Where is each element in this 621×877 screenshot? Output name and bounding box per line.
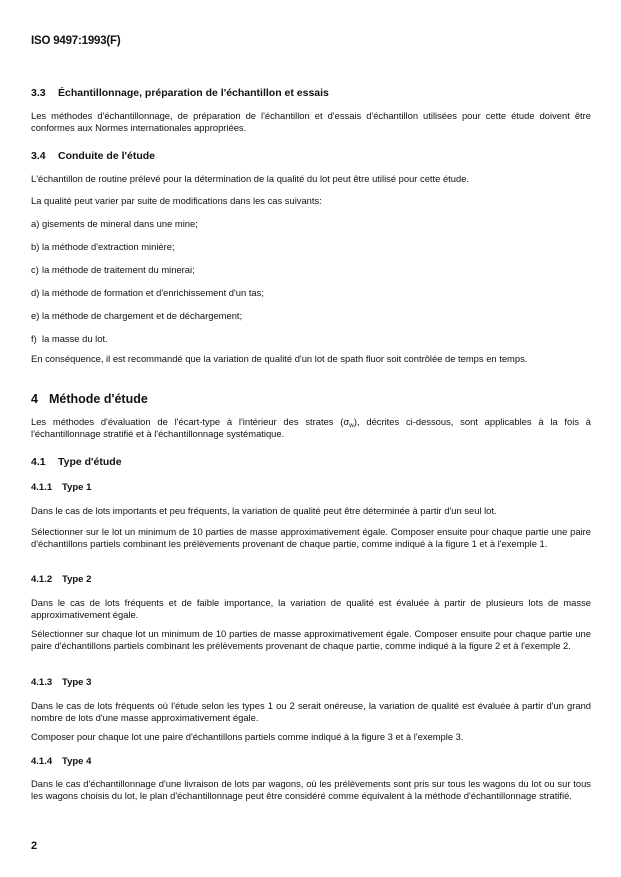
sigma-symbol: σ <box>343 416 350 427</box>
sigma-subscript: w <box>349 422 354 429</box>
paragraph-3-3: Les méthodes d'échantillonnage, de préparation de l'échantillon et d'essais d'échantillon utilisées pour cette étude doivent être conformes aux Normes internationales appropriées. <box>31 110 591 133</box>
heading-4-1 <box>31 456 122 468</box>
paragraph-4-1-1-b: Sélectionner sur le lot un minimum de 10 parties de masse approximativement égale. Composer ensuite pour chaque partie une paire d'échantillons partiels combinant les prélèvements provenant de chaque partie, comme indiqué à la figure 1 et à l'exemple 1. <box>31 526 591 549</box>
paragraph-3-4-cases: La qualité peut varier par suite de modifications dans les cas suivants: <box>31 195 322 206</box>
section-number: 4 <box>31 392 38 406</box>
heading-4-1-4 <box>31 756 91 767</box>
heading-3-4 <box>31 150 155 162</box>
section-title: Type d'étude <box>58 456 122 468</box>
paragraph-4-1-2-a: Dans le cas de lots fréquents et de faible importance, la variation de qualité est évaluée à partir de plusieurs lots de masse approximativement égale. <box>31 597 591 620</box>
page-number: 2 <box>31 840 38 852</box>
section-title: Conduite de l'étude <box>58 150 155 162</box>
list-item: b) la méthode d'extraction minière; <box>31 241 175 252</box>
list-item: a) gisements de mineral dans une mine; <box>31 218 198 229</box>
list-item: e) la méthode de chargement et de déchargement; <box>31 310 243 321</box>
paragraph-4-1-4: Dans le cas d'échantillonnage d'une livraison de lots par wagons, où les prélèvements sont pris sur tous les wagons du lot ou sur tous les wagons choisis du lot, le plan d'échantillonnage peut être considéré comme équivalent à la méthode d'échantillonnage stratifié. <box>31 778 591 801</box>
section-number: 3.4 <box>31 150 46 162</box>
heading-4-1-2 <box>31 574 91 585</box>
standard-reference: ISO 9497:1993(F) <box>31 35 121 47</box>
section-number: 4.1.4 <box>31 756 53 767</box>
paragraph-4-1-3-a: Dans le cas de lots fréquents où l'étude selon les types 1 ou 2 serait onéreuse, la variation de qualité est évaluée à partir d'un grand nombre de lots d'une masse approximativement égale. <box>31 700 591 723</box>
section-title: Méthode d'étude <box>49 392 148 406</box>
section-title: Type 2 <box>62 574 92 585</box>
paragraph-3-4-conclusion: En conséquence, il est recommandé que la variation de qualité d'un lot de spath fluor soit contrôlée de temps en temps. <box>31 353 528 364</box>
section-number: 4.1.3 <box>31 677 53 688</box>
paragraph-3-4-intro: L'échantillon de routine prélevé pour la détermination de la qualité du lot peut être utilisé pour cette étude. <box>31 173 470 184</box>
heading-4-1-3 <box>31 677 91 688</box>
paragraph-4: Les méthodes d'évaluation de l'écart-type à l'intérieur des strates $(\sigma_w)$, décrites ci-dessous, sont applicables à la fois à l'échantillonnage stratifié et à l'échantillonnage systématique. <box>31 416 591 439</box>
section-title: Type 4 <box>62 756 92 767</box>
heading-3-3 <box>31 87 329 99</box>
section-number: 4.1.2 <box>31 574 53 585</box>
section-number: 3.3 <box>31 87 46 99</box>
list-item: d) la méthode de formation et d'enrichissement d'un tas; <box>31 287 264 298</box>
list-item: f) la masse du lot. <box>31 333 108 344</box>
section-number: 4.1 <box>31 456 46 468</box>
section-title: Échantillonnage, préparation de l'échantillon et essais <box>58 87 329 99</box>
paragraph-4-1-1-a: Dans le cas de lots importants et peu fréquents, la variation de qualité peut être déterminée à partir d'un seul lot. <box>31 505 497 516</box>
paragraph-4-1-3-b: Composer pour chaque lot une paire d'échantillons partiels comme indiqué à la figure 3 et à l'exemple 3. <box>31 731 464 742</box>
section-title: Type 1 <box>62 482 92 493</box>
paragraph-4-1-2-b: Sélectionner sur chaque lot un minimum de 10 parties de masse approximativement égale. Composer ensuite pour chaque partie une paire d'échantillons partiels combinant les prélèvements provenant de chaque partie, comme indiqué à la figure 2 et à l'exemple 2. <box>31 628 591 651</box>
list-item: c) la méthode de traitement du minerai; <box>31 264 195 275</box>
section-number: 4.1.1 <box>31 482 53 493</box>
section-title: Type 3 <box>62 677 92 688</box>
heading-4 <box>31 392 148 406</box>
heading-4-1-1 <box>31 482 91 493</box>
